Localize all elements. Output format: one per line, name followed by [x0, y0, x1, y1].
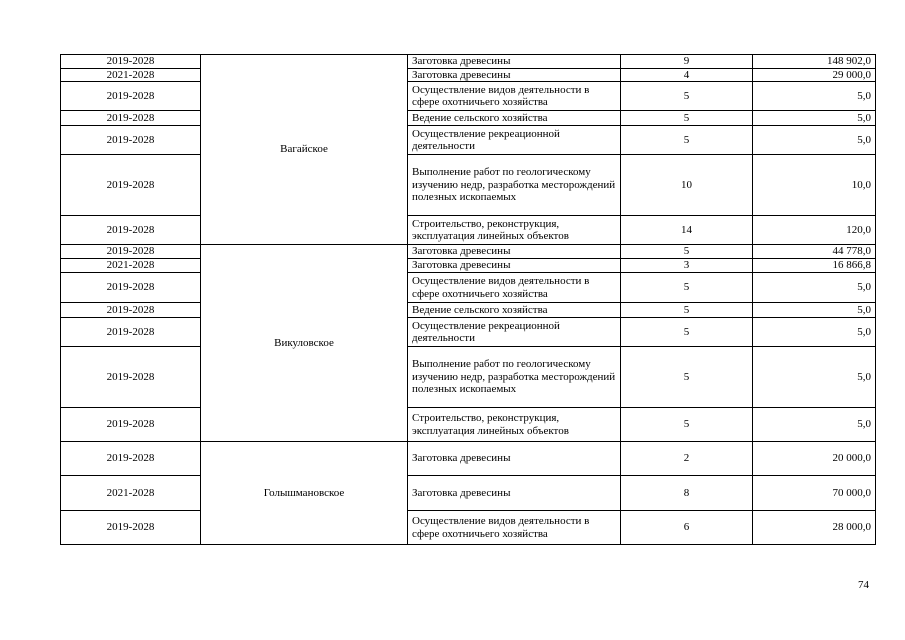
volume-cell: 16 866,8 — [753, 259, 876, 273]
table-row — [61, 68, 876, 82]
count-cell: 2 — [621, 442, 753, 476]
count-cell: 5 — [621, 126, 753, 155]
count-cell: 3 — [621, 259, 753, 273]
volume-cell: 120,0 — [753, 216, 876, 245]
activity-cell: Осуществление видов деятельности в сфере охотничьего хозяйства — [408, 511, 621, 545]
count-cell: 5 — [621, 347, 753, 408]
period-cell: 2019-2028 — [61, 216, 201, 245]
volume-cell: 5,0 — [753, 347, 876, 408]
volume-cell: 5,0 — [753, 408, 876, 442]
count-cell: 4 — [621, 68, 753, 82]
count-cell: 9 — [621, 55, 753, 69]
period-cell: 2021-2028 — [61, 259, 201, 273]
activity-cell: Строительство, реконструкция, эксплуатация линейных объектов — [408, 408, 621, 442]
table-row — [61, 111, 876, 126]
table-row — [61, 216, 876, 245]
volume-cell: 5,0 — [753, 318, 876, 347]
period-cell: 2019-2028 — [61, 245, 201, 259]
volume-cell: 29 000,0 — [753, 68, 876, 82]
district-cell: Вагайское — [201, 55, 408, 245]
activity-cell: Выполнение работ по геологическому изучению недр, разработка месторождений полезных ископаемых — [408, 347, 621, 408]
period-cell: 2019-2028 — [61, 511, 201, 545]
activity-cell: Заготовка древесины — [408, 245, 621, 259]
table-row — [61, 245, 876, 259]
period-cell: 2019-2028 — [61, 82, 201, 111]
volume-cell: 70 000,0 — [753, 476, 876, 511]
count-cell: 5 — [621, 273, 753, 303]
period-cell: 2019-2028 — [61, 126, 201, 155]
count-cell: 5 — [621, 408, 753, 442]
count-cell: 5 — [621, 303, 753, 318]
count-cell: 5 — [621, 245, 753, 259]
activity-cell: Осуществление рекреационной деятельности — [408, 318, 621, 347]
period-cell: 2019-2028 — [61, 155, 201, 216]
activity-cell: Заготовка древесины — [408, 476, 621, 511]
table-row — [61, 259, 876, 273]
table-row — [61, 155, 876, 216]
volume-cell: 28 000,0 — [753, 511, 876, 545]
page-number: 74 — [858, 579, 869, 591]
volume-cell: 5,0 — [753, 303, 876, 318]
volume-cell: 44 778,0 — [753, 245, 876, 259]
period-cell: 2019-2028 — [61, 55, 201, 69]
table-row — [61, 408, 876, 442]
period-cell: 2019-2028 — [61, 318, 201, 347]
activity-cell: Выполнение работ по геологическому изучению недр, разработка месторождений полезных ископаемых — [408, 155, 621, 216]
period-cell: 2019-2028 — [61, 303, 201, 318]
forestry-plan-table — [60, 54, 876, 545]
table-row — [61, 476, 876, 511]
volume-cell: 20 000,0 — [753, 442, 876, 476]
activity-cell: Заготовка древесины — [408, 68, 621, 82]
period-cell: 2019-2028 — [61, 347, 201, 408]
count-cell: 8 — [621, 476, 753, 511]
volume-cell: 148 902,0 — [753, 55, 876, 69]
activity-cell: Осуществление рекреационной деятельности — [408, 126, 621, 155]
activity-cell: Осуществление видов деятельности в сфере охотничьего хозяйства — [408, 82, 621, 111]
table-row — [61, 511, 876, 545]
period-cell: 2019-2028 — [61, 273, 201, 303]
count-cell: 10 — [621, 155, 753, 216]
period-cell: 2021-2028 — [61, 476, 201, 511]
activity-cell: Заготовка древесины — [408, 55, 621, 69]
period-cell: 2021-2028 — [61, 68, 201, 82]
count-cell: 5 — [621, 82, 753, 111]
period-cell: 2019-2028 — [61, 442, 201, 476]
district-cell: Викуловское — [201, 245, 408, 442]
table-row — [61, 442, 876, 476]
volume-cell: 5,0 — [753, 273, 876, 303]
district-cell: Голышмановское — [201, 442, 408, 545]
volume-cell: 5,0 — [753, 111, 876, 126]
table-row — [61, 82, 876, 111]
activity-cell: Ведение сельского хозяйства — [408, 303, 621, 318]
activity-cell: Заготовка древесины — [408, 259, 621, 273]
count-cell: 5 — [621, 318, 753, 347]
volume-cell: 10,0 — [753, 155, 876, 216]
table-row — [61, 318, 876, 347]
count-cell: 6 — [621, 511, 753, 545]
table-row — [61, 55, 876, 69]
activity-cell: Строительство, реконструкция, эксплуатация линейных объектов — [408, 216, 621, 245]
table-row — [61, 273, 876, 303]
count-cell: 5 — [621, 111, 753, 126]
table-row — [61, 126, 876, 155]
volume-cell: 5,0 — [753, 126, 876, 155]
table-row — [61, 347, 876, 408]
activity-cell: Осуществление видов деятельности в сфере охотничьего хозяйства — [408, 273, 621, 303]
period-cell: 2019-2028 — [61, 408, 201, 442]
table-row — [61, 303, 876, 318]
table-body — [61, 55, 876, 545]
count-cell: 14 — [621, 216, 753, 245]
period-cell: 2019-2028 — [61, 111, 201, 126]
activity-cell: Заготовка древесины — [408, 442, 621, 476]
activity-cell: Ведение сельского хозяйства — [408, 111, 621, 126]
volume-cell: 5,0 — [753, 82, 876, 111]
